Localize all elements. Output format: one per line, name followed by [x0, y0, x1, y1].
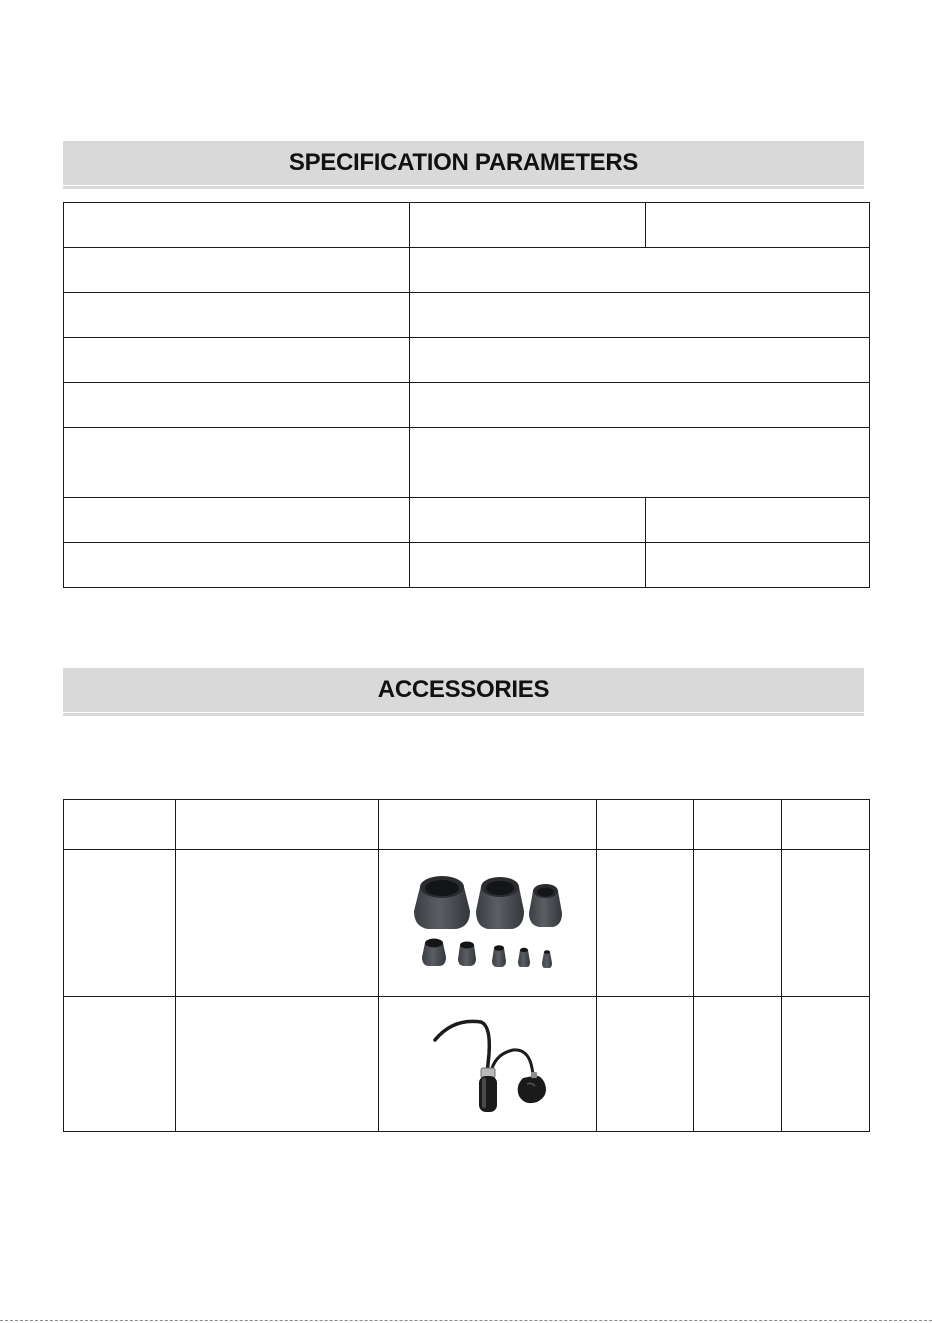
spec-row: [64, 543, 870, 588]
page-footer-rule: [0, 1320, 932, 1321]
accessories-header-cell: [597, 800, 694, 850]
spec-cell: [410, 543, 646, 588]
accessories-cell: [694, 850, 782, 997]
accessories-cell: [176, 850, 379, 997]
spec-cell: [64, 293, 410, 338]
spec-cell: [64, 338, 410, 383]
spec-cell: [64, 498, 410, 543]
accessories-header-row: [64, 800, 870, 850]
spec-row: [64, 338, 870, 383]
spec-cell: [410, 428, 870, 498]
spec-row: [64, 203, 870, 248]
accessories-cell: [64, 850, 176, 997]
spec-cell: [64, 428, 410, 498]
accessories-cell: [176, 997, 379, 1132]
spec-cell: [64, 248, 410, 293]
accessories-row: [64, 850, 870, 997]
accessories-section-title: ACCESSORIES: [63, 668, 864, 712]
spec-cell: [410, 248, 870, 293]
spec-row: [64, 428, 870, 498]
accessories-header-cell: [782, 800, 870, 850]
spec-cell: [410, 203, 646, 248]
accessories-row: [64, 997, 870, 1132]
accessories-image-cell: [379, 997, 597, 1132]
spec-cell: [410, 293, 870, 338]
accessories-cell: [782, 850, 870, 997]
accessories-cell: [64, 997, 176, 1132]
spec-cell: [64, 383, 410, 428]
accessories-cell: [694, 997, 782, 1132]
spec-row: [64, 293, 870, 338]
spec-row: [64, 498, 870, 543]
spec-cell: [64, 203, 410, 248]
spec-cell: [410, 498, 646, 543]
accessories-header-cell: [176, 800, 379, 850]
spec-cell: [646, 543, 870, 588]
accessories-cell: [597, 997, 694, 1132]
accessories-header-cell: [379, 800, 597, 850]
spec-section-title: SPECIFICATION PARAMETERS: [63, 141, 864, 185]
spec-cell: [64, 543, 410, 588]
accessories-table: [63, 799, 870, 1132]
spec-cell: [646, 498, 870, 543]
accessories-image-cell: [379, 850, 597, 997]
accessories-header-cell: [694, 800, 782, 850]
spec-table: [63, 202, 870, 588]
accessories-header-cell: [64, 800, 176, 850]
accessories-section-underline: [63, 713, 864, 716]
smoke-probe-bulb-pump-icon: [423, 1014, 553, 1114]
spec-row: [64, 248, 870, 293]
spec-section-underline: [63, 186, 864, 189]
spec-row: [64, 383, 870, 428]
accessories-cell: [597, 850, 694, 997]
accessories-cell: [782, 997, 870, 1132]
spec-cell: [646, 203, 870, 248]
spec-cell: [410, 338, 870, 383]
spec-cell: [410, 383, 870, 428]
rubber-cone-adapters-icon: [408, 873, 568, 973]
